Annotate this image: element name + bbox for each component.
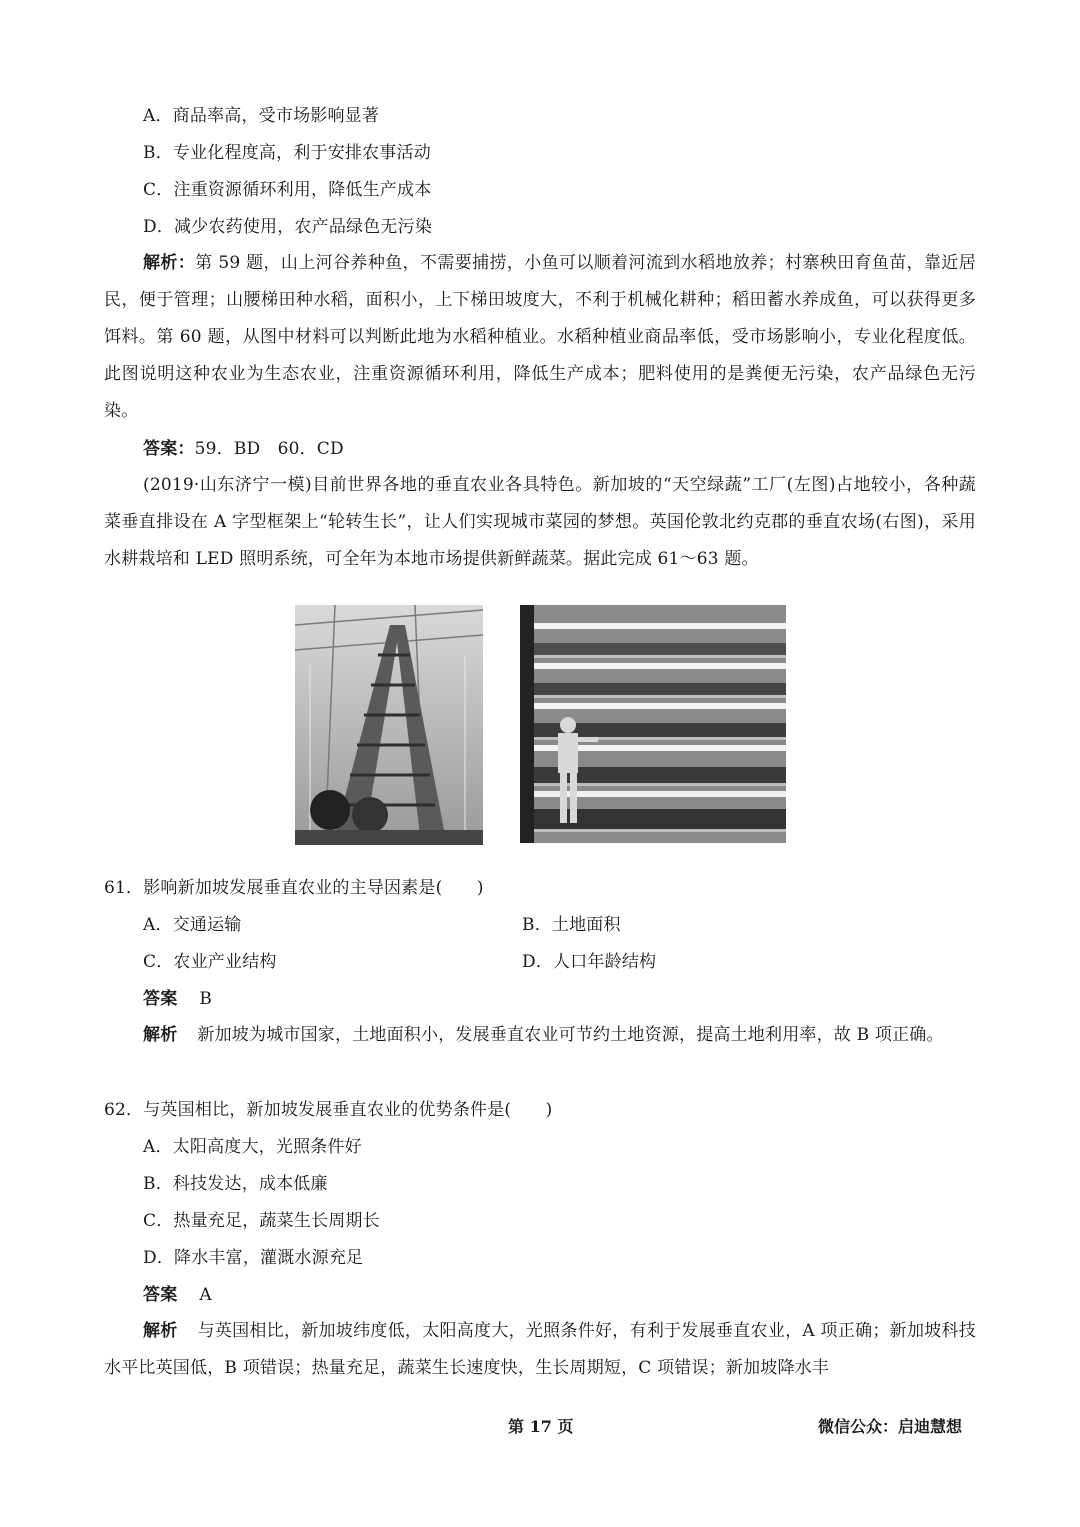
q61-answer xyxy=(143,987,212,1011)
right-photo-vertical-farm xyxy=(520,605,786,843)
q62-analysis xyxy=(104,1313,976,1387)
passage: (2019·山东济宁一模)目前世界各地的垂直农业各具特色。新加坡的“天空绿蔬”工厂(左图)占地较小，各种蔬菜垂直排设在 A 字型框架上“轮转生长”，让人们实现城市菜园的梦想。英国伦敦北约克郡的垂直农场(右图)，采用水耕栽培和 LED 照明系统，可全年为本地市场提供新鲜蔬菜。据此完成 61～63 题。 xyxy=(104,475,976,569)
q61-answer-label: 答案 xyxy=(143,989,178,1009)
analysis-text: 第 59 题，山上河谷养种鱼，不需要捕捞，小鱼可以顺着河流到水稻地放养；村寨秧田育鱼苗，靠近居民，便于管理；山腰梯田种水稻，面积小，上下梯田坡度大，不利于机械化耕种；稻田蓄水养成鱼，可以获得更多饵料。第 60 题，从图中材料可以判断此地为水稻种植业。水稻种植业商品率低，受市场影响小，专业化程度低。此图说明这种农业为生态农业，注重资源循环利用，降低生产成本；肥料使用的是粪便无污染，农产品绿色无污染。 xyxy=(104,253,976,421)
q61-analysis-text: 新加坡为城市国家，土地面积小，发展垂直农业可节约土地资源，提高土地利用率，故 B 项正确。 xyxy=(197,1025,944,1045)
q61-option-d: D．人口年龄结构 xyxy=(522,952,657,972)
option-d: D．减少农药使用，农产品绿色无污染 xyxy=(143,217,433,237)
q62-analysis-label: 解析 xyxy=(143,1321,178,1341)
analysis-paragraph xyxy=(104,245,976,430)
q61-stem: 61．影响新加坡发展垂直农业的主导因素是( ) xyxy=(104,878,484,898)
q62-answer xyxy=(143,1283,212,1307)
a-frame-tower-image xyxy=(295,605,483,845)
q61-option-a: A．交通运输 xyxy=(143,915,242,935)
q62-answer-text: A xyxy=(199,1285,212,1305)
q62-answer-label: 答案 xyxy=(143,1285,178,1305)
q62-option-d: D．降水丰富，灌溉水源充足 xyxy=(143,1248,364,1268)
q62-stem: 62．与英国相比，新加坡发展垂直农业的优势条件是( ) xyxy=(104,1100,553,1120)
option-a: A．商品率高，受市场影响显著 xyxy=(143,106,380,126)
q61-analysis-label: 解析 xyxy=(143,1025,178,1045)
answer-label: 答案： xyxy=(143,439,195,459)
analysis-label: 解析： xyxy=(143,253,196,273)
option-b: B．专业化程度高，利于安排农事活动 xyxy=(143,143,431,163)
q61-answer-text: B xyxy=(199,989,213,1009)
q62-option-b: B．科技发达，成本低廉 xyxy=(143,1174,328,1194)
q62-option-c: C．热量充足，蔬菜生长周期长 xyxy=(143,1211,380,1231)
led-shelf-farm-image xyxy=(520,605,786,843)
wechat-account: 微信公众：启迪慧想 xyxy=(818,1417,963,1436)
q61-option-c: C．农业产业结构 xyxy=(143,952,277,972)
q62-analysis-text: 与英国相比，新加坡纬度低，太阳高度大，光照条件好，有利于发展垂直农业，A 项正确；新加坡科技水平比英国低，B 项错误；热量充足，蔬菜生长速度快，生长周期短，C 项错误；新加坡降水丰 xyxy=(104,1321,976,1378)
answer-text: 59．BD 60．CD xyxy=(194,439,344,459)
left-photo-sky-greens xyxy=(295,605,483,845)
q62-option-a: A．太阳高度大，光照条件好 xyxy=(143,1137,362,1157)
q61-analysis xyxy=(104,1017,976,1054)
q61-option-b: B．土地面积 xyxy=(522,915,621,935)
page-number: 第 17 页 xyxy=(508,1417,574,1436)
answer-line xyxy=(143,437,344,461)
option-c: C．注重资源循环利用，降低生产成本 xyxy=(143,180,432,200)
